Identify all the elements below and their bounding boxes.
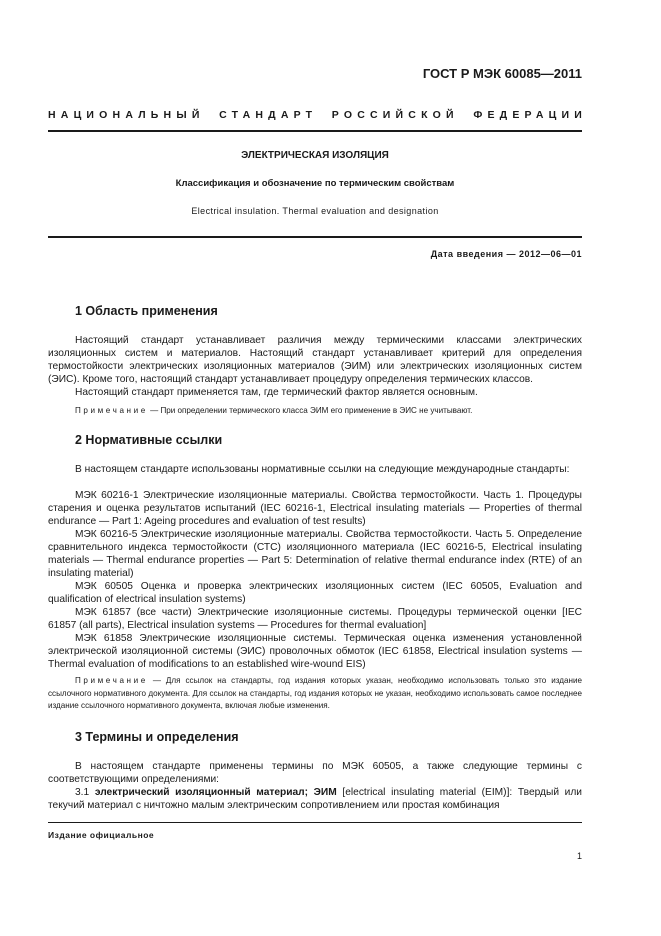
national-standard-banner [48,109,587,121]
section-3-intro-text: В настоящем стандарте применены термины по МЭК 60505, а также следующие термины с соответствующими определениями: [48,761,582,785]
banner-word-1: НАЦИОНАЛЬНЫЙ [48,109,205,121]
reference-text: МЭК 61858 Электрические изоляционные системы. Термическая оценка изменения установленной электрической изоляционной системы (ЭИС) проволочных обмоток (IEC 61858, Electrical insulation systems — Thermal evaluation of modifications to an established wire-wound EIS) [48,633,582,670]
section-1-paragraph-1 [48,335,582,387]
page-number: 1 [576,851,582,861]
note-text: — Для ссылок на стандарты, год издания которых указан, необходимо использовать только это издание ссылочного нормативного документа. Для ссылок на стандарты, год издания которых не указан, необходимо использовать самое последнее издание ссылочного нормативного документа, включая любые изменения. [48,676,582,710]
section-1-paragraph-2-text: Настоящий стандарт применяется там, где термический фактор является основным. [75,387,478,398]
section-2-intro-text: В настоящем стандарте использованы нормативные ссылки на следующие международные стандарты: [75,464,570,475]
reference-text: МЭК 60505 Оценка и проверка электрических изоляционных систем (IEC 60505, Evaluation and qualification of electrical insulation systems) [48,581,582,605]
reference-item [48,490,582,529]
section-1-paragraph-2 [48,387,582,400]
banner-word-4: ФЕДЕРАЦИИ [473,109,587,121]
reference-text: МЭК 61857 (все части) Электрические изоляционные системы. Процедуры термической оценки [IEC 61857 (all parts), Electrical insulation systems — Procedures for thermal evaluation] [48,607,582,631]
section-1-heading: 1 Область применения [75,304,218,318]
note-label: Примечание [75,406,148,415]
reference-item [48,633,582,672]
section-3-heading: 3 Термины и определения [75,730,239,744]
term-name: электрический изоляционный материал; ЭИМ [94,787,337,798]
term-definition [48,787,582,813]
reference-item [48,607,582,633]
section-1-note [48,405,582,418]
reference-text: МЭК 60216-1 Электрические изоляционные материалы. Свойства термостойкости. Часть 1. Процедуры старения и оценка результатов испытаний (IEC 60216-1, Electrical insulating materials — Properties of thermal endurance — Part 1: Ageing procedures and evaluation of test results) [48,490,582,527]
banner-word-2: СТАНДАРТ [219,109,318,121]
banner-word-3: РОССИЙСКОЙ [331,109,459,121]
document-title: ЭЛЕКТРИЧЕСКАЯ ИЗОЛЯЦИЯ [241,150,389,161]
section-2-note [48,675,582,713]
section-2-intro [48,464,582,477]
reference-item [48,529,582,581]
footer-divider [48,822,582,823]
term-number: 3.1 [75,787,90,798]
document-subtitle: Классификация и обозначение по термическим свойствам [175,178,455,189]
reference-item [48,581,582,607]
title-divider [48,236,582,238]
reference-text: МЭК 60216-5 Электрические изоляционные материалы. Свойства термостойкости. Часть 5. Определение сравнительного индекса термостойкости (СТС) изоляционного материала (IEC 60216-5, Electrical insulating materials — Thermal endurance properties — Part 5: Determination of relative thermal endurance index (RTE) of an insulating material) [48,529,582,579]
note-label: Примечание [75,676,148,685]
introduction-date: Дата введения — 2012—06—01 [430,249,582,259]
term-definition-text: [electrical insulating material (EIM)]: Твердый или текучий материал с ничтожно малым электрическим сопротивлением или простая комбинация [48,787,582,811]
top-divider [48,130,582,132]
english-title: Electrical insulation. Thermal evaluation and designation [191,206,439,216]
edition-label: Издание официальное [48,830,155,840]
standard-number: ГОСТ Р МЭК 60085—2011 [422,66,582,81]
section-3-intro [48,761,582,787]
note-text: — При определении термического класса ЭИМ его применение в ЭИС не учитывают. [150,406,473,415]
section-1-paragraph-1-text: Настоящий стандарт устанавливает различия между термическими классами электрических изоляционных систем и материалов. Настоящий стандарт устанавливает критерий для определения термостойкости электрических изоляционных материалов (ЭИМ) или электрических изоляционных систем (ЭИС). Кроме того, настоящий стандарт устанавливает процедуру определения термических классов. [48,335,582,385]
section-2-heading: 2 Нормативные ссылки [75,433,223,447]
